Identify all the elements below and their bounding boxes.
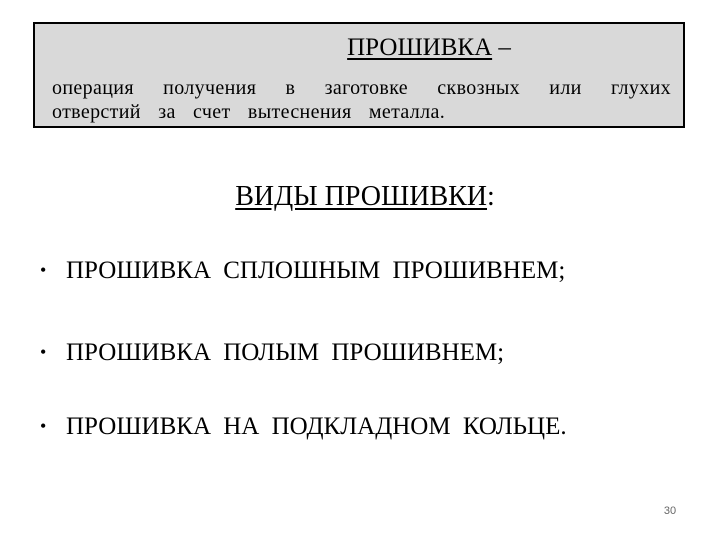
- definition-dash: –: [498, 34, 511, 61]
- definition-title: [35, 33, 683, 63]
- definition-line-1: операция получения в заготовке сквозных или глухих: [52, 77, 671, 99]
- list-item-text: ПРОШИВКА ПОЛЫМ ПРОШИВНЕМ;: [66, 339, 505, 366]
- list-item-text: ПРОШИВКА НА ПОДКЛАДНОМ КОЛЬЦЕ.: [66, 413, 567, 440]
- types-heading-text: ВИДЫ ПРОШИВКИ: [235, 181, 488, 212]
- types-heading-colon: :: [487, 181, 495, 212]
- definition-line-2: отверстий за счет вытеснения металла.: [52, 101, 446, 123]
- types-heading: [0, 180, 720, 214]
- list-item: [40, 337, 504, 368]
- list-item-text: ПРОШИВКА СПЛОШНЫМ ПРОШИВНЕМ;: [66, 257, 566, 284]
- bullet-icon: •: [40, 416, 47, 436]
- definition-term: ПРОШИВКА: [347, 34, 493, 61]
- bullet-icon: •: [40, 260, 47, 280]
- definition-box: [33, 22, 685, 128]
- list-item: [40, 255, 565, 286]
- list-item: [40, 411, 567, 442]
- bullet-icon: •: [40, 342, 47, 362]
- page-number: 30: [663, 505, 677, 517]
